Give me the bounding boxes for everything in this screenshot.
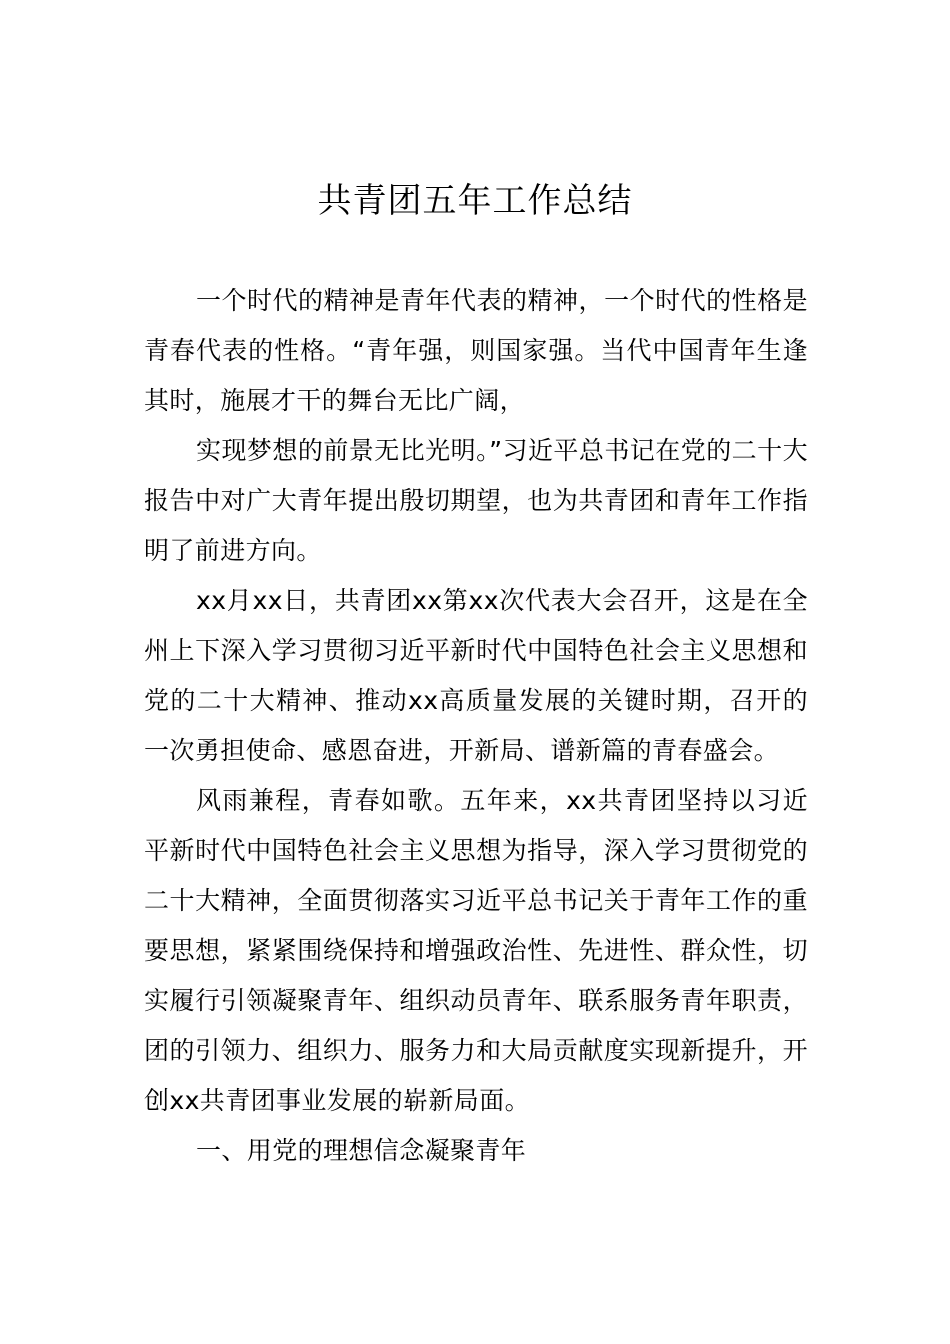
document-body [144, 276, 808, 1176]
document-title: 共青团五年工作总结 [317, 181, 633, 221]
paragraph-1: 一个时代的精神是青年代表的精神，一个时代的性格是青春代表的性格。“青年强，则国家强。当代中国青年生逢其时，施展才干的舞台无比广阔， [144, 286, 808, 415]
section-heading: 一、用党的理想信念凝聚青年 [196, 1136, 527, 1165]
paragraph-2: 实现梦想的前景无比光明。”习近平总书记在党的二十大报告中对广大青年提出殷切期望，也为共青团和青年工作指明了前进方向。 [144, 436, 808, 565]
paragraph-3: xx月xx日，共青团xx第xx次代表大会召开，这是在全州上下深入学习贯彻习近平新时代中国特色社会主义思想和党的二十大精神、推动xx高质量发展的关键时期，召开的一次勇担使命、感恩奋进，开新局、谱新篇的青春盛会。 [144, 586, 808, 765]
paragraph-4: 风雨兼程，青春如歌。五年来，xx共青团坚持以习近平新时代中国特色社会主义思想为指导，深入学习贯彻党的二十大精神，全面贯彻落实习近平总书记关于青年工作的重要思想，紧紧围绕保持和增强政治性、先进性、群众性，切实履行引领凝聚青年、组织动员青年、联系服务青年职责，团的引领力、组织力、服务力和大局贡献度实现新提升，开创xx共青团事业发展的崭新局面。 [144, 786, 808, 1115]
